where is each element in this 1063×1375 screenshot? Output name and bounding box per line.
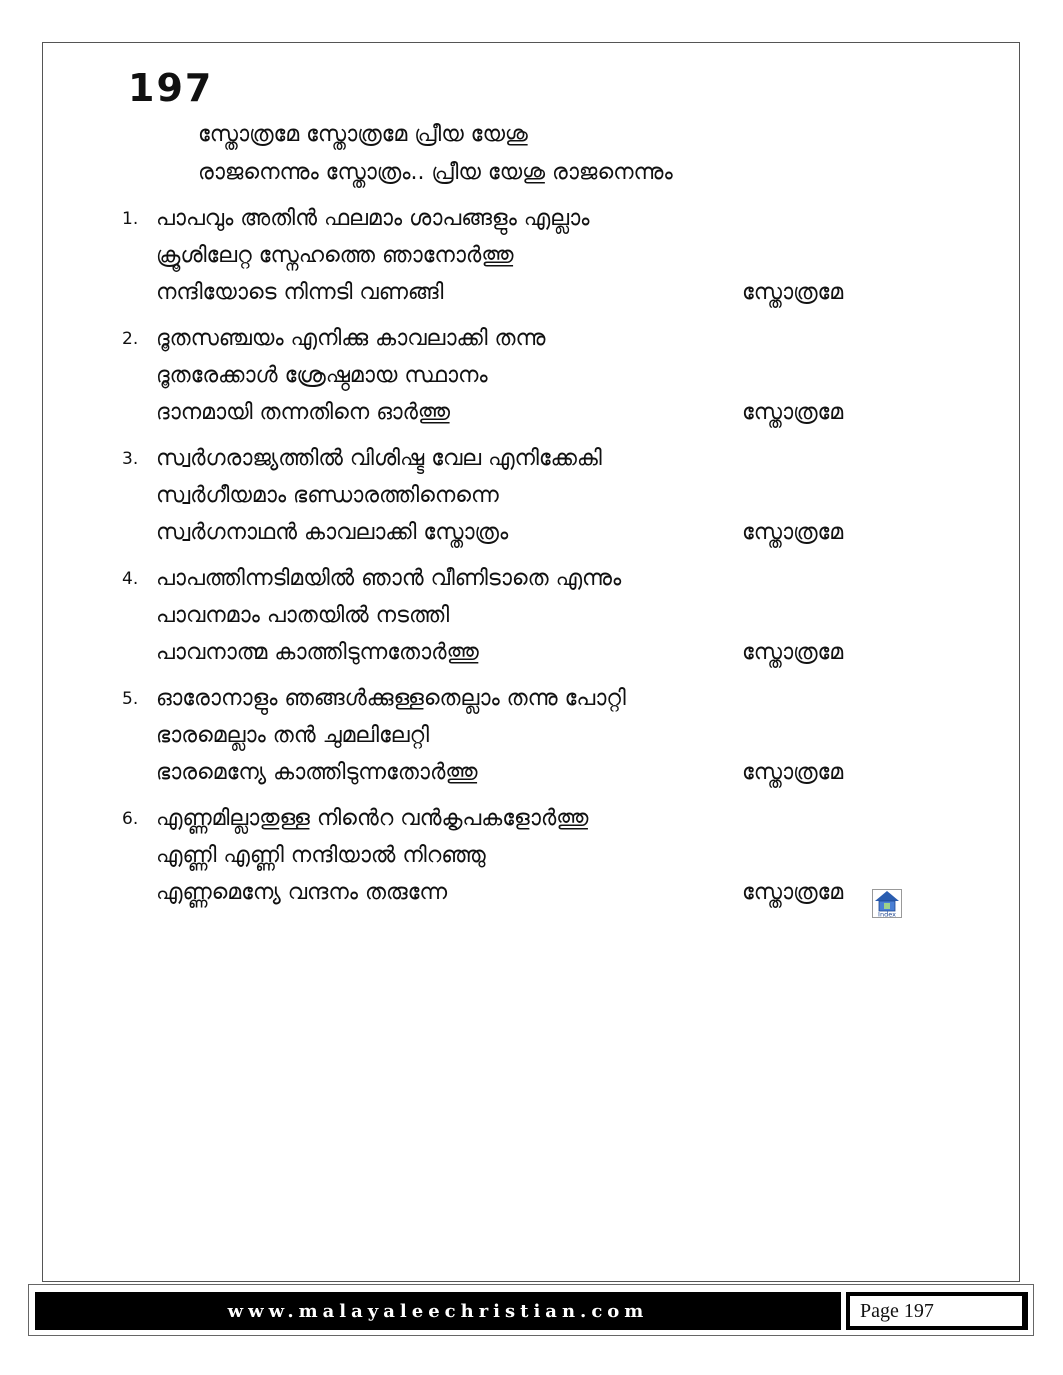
verse-3: [122, 440, 922, 551]
chorus: [198, 116, 673, 192]
verse-number: 4.: [122, 569, 139, 589]
home-index-icon[interactable]: [872, 889, 902, 918]
verse-line: പാപവും അതിൻ ഫലമാം ശാപങ്ങളും എല്ലാം: [156, 206, 590, 231]
footer-website-link[interactable]: www.malayaleechristian.com: [227, 1300, 649, 1322]
verse-line-text: എണ്ണമെന്യേ വന്ദനം തരുന്നേ: [156, 880, 448, 905]
page-number: Page 197: [850, 1296, 1022, 1326]
verse-list: [122, 200, 922, 920]
refrain-cue: സ്തോത്രമേ: [742, 640, 844, 665]
verse-line: എണ്ണമില്ലാതുള്ള നിൻെറ വൻകൃപകളോർത്തു: [156, 806, 589, 831]
refrain-cue: സ്തോത്രമേ: [742, 520, 844, 545]
footer-bar: [35, 1292, 841, 1330]
verse-line: സ്വർഗീയമാം ഭണ്ഡാരത്തിനെന്നെ: [156, 483, 499, 508]
verse-line: [156, 634, 922, 671]
verse-line: ക്രൂശിലേറ്റ സ്നേഹത്തെ ഞാനോർത്തു: [156, 243, 514, 268]
verse-line: ഓരോനാളും ഞങ്ങൾക്കുള്ളതെല്ലാം തന്നു പോറ്റി: [156, 686, 626, 711]
verse-line: പാപത്തിന്നടിമയിൽ ഞാൻ വീണിടാതെ എന്നും: [156, 566, 622, 591]
verse-line: എണ്ണി എണ്ണി നന്ദിയാൽ നിറഞ്ഞു: [156, 843, 486, 868]
verse-line: ദൂതരേക്കാൾ ശ്രേഷ്ഠമായ സ്ഥാനം: [156, 363, 488, 388]
index-icon-label: Index: [878, 910, 896, 918]
verse-line-text: സ്വർഗനാഥൻ കാവലാക്കി സ്തോത്രം: [156, 520, 509, 545]
verse-line: [156, 874, 922, 911]
verse-line-text: നന്ദിയോടെ നിന്നടി വണങ്ങി: [156, 280, 444, 305]
verse-line: പാവനമാം പാതയിൽ നടത്തി: [156, 603, 450, 628]
refrain-cue: സ്തോത്രമേ: [742, 880, 844, 905]
chorus-line-1: സ്തോത്രമേ സ്തോത്രമേ പ്രീയ യേശു: [198, 122, 528, 147]
footer-page-box: [846, 1292, 1028, 1330]
verse-line: സ്വർഗരാജ്യത്തിൽ വിശിഷ്ട വേല എനിക്കേകി: [156, 446, 602, 471]
verse-line-text: പാവനാത്മ കാത്തിടുന്നതോർത്തു: [156, 640, 479, 665]
verse-line: [156, 754, 922, 791]
refrain-cue: സ്തോത്രമേ: [742, 400, 844, 425]
song-number: 197: [128, 66, 214, 110]
verse-line: ദൂതസഞ്ചയം എനിക്കു കാവലാക്കി തന്നു: [156, 326, 546, 351]
verse-number: 5.: [122, 689, 139, 709]
verse-4: [122, 560, 922, 671]
verse-6: [122, 800, 922, 911]
verse-number: 1.: [122, 209, 139, 229]
verse-number: 3.: [122, 449, 139, 469]
verse-number: 2.: [122, 329, 139, 349]
verse-1: [122, 200, 922, 311]
verse-line: [156, 274, 922, 311]
verse-line-text: ഭാരമെന്യേ കാത്തിടുന്നതോർത്തു: [156, 760, 478, 785]
verse-line: ഭാരമെല്ലാം തൻ ചുമലിലേറ്റി: [156, 723, 430, 748]
verse-line-text: ദാനമായി തന്നതിനെ ഓർത്തു: [156, 400, 451, 425]
chorus-line-2: രാജനെന്നും സ്തോത്രം.. പ്രീയ യേശു രാജനെന്നും: [198, 160, 673, 185]
verse-2: [122, 320, 922, 431]
refrain-cue: സ്തോത്രമേ: [742, 760, 844, 785]
refrain-cue: സ്തോത്രമേ: [742, 280, 844, 305]
verse-line: [156, 394, 922, 431]
verse-line: [156, 514, 922, 551]
verse-number: 6.: [122, 809, 139, 829]
verse-5: [122, 680, 922, 791]
